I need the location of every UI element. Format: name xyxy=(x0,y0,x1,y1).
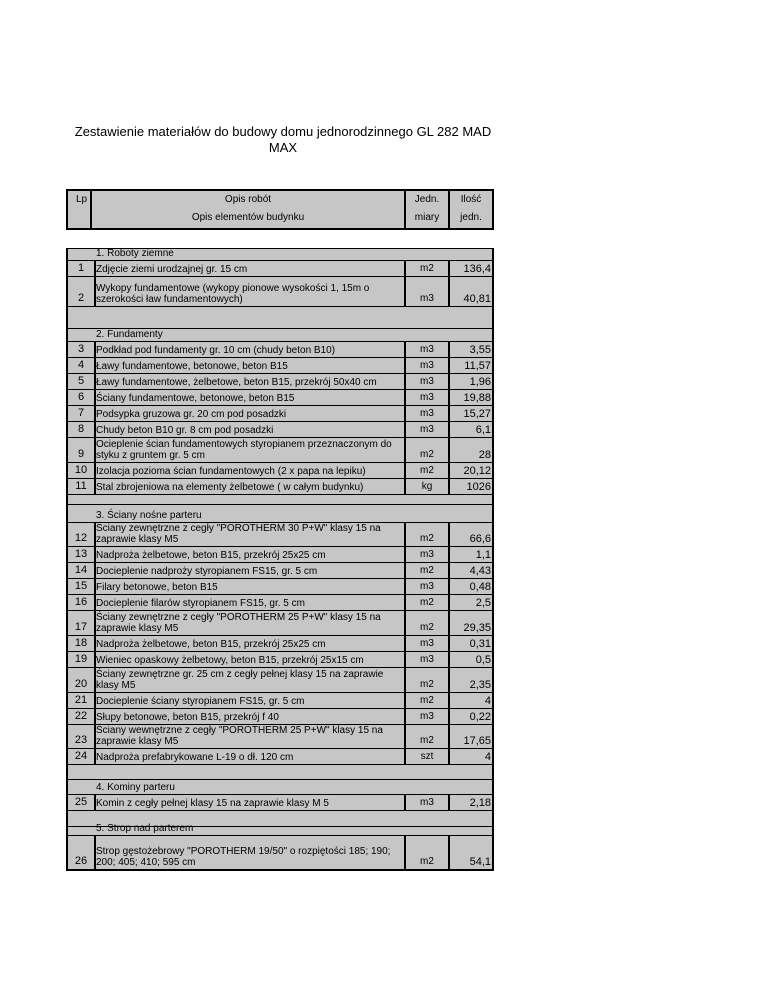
row-quantity-cell xyxy=(450,374,492,389)
row-description-cell xyxy=(96,547,404,562)
row-quantity-cell xyxy=(450,422,492,437)
row-number-cell xyxy=(68,579,94,594)
row-quantity: 54,1 xyxy=(469,856,491,868)
row-unit-cell xyxy=(406,611,448,635)
section-title: 4. Kominy parteru xyxy=(96,782,175,793)
row-description: Ławy fundamentowe, betonowe, beton B15 xyxy=(96,361,288,372)
row-number: 19 xyxy=(74,653,88,665)
row-description-cell xyxy=(96,463,404,478)
row-unit: m3 xyxy=(420,376,434,387)
row-number-cell xyxy=(68,390,94,405)
row-description-cell xyxy=(96,523,404,546)
table-header xyxy=(66,189,494,230)
row-description-cell xyxy=(96,636,404,651)
row-quantity: 4 xyxy=(484,751,491,763)
row-unit: szt xyxy=(420,751,434,762)
row-number: 3 xyxy=(77,343,85,355)
header-quantity: Ilość jedn. xyxy=(450,191,492,228)
row-description-cell xyxy=(96,795,404,810)
section-title: 2. Fundamenty xyxy=(96,329,163,340)
row-quantity-cell xyxy=(450,668,492,692)
row-unit: m2 xyxy=(420,679,434,690)
row-number: 23 xyxy=(74,734,88,746)
row-quantity: 29,35 xyxy=(463,622,491,634)
row-quantity: 136,4 xyxy=(463,263,491,275)
row-description: Ściany wewnętrzne z cegły "POROTHERM 25 P+W" klasy 15 na zaprawie klasy M5 xyxy=(96,725,383,747)
page-title: Zestawienie materiałów do budowy domu jednorodzinnego GL 282 MAD MAX xyxy=(74,124,492,155)
row-number: 10 xyxy=(74,464,88,476)
row-description-cell xyxy=(96,422,404,437)
table-row xyxy=(66,260,494,276)
row-quantity-cell xyxy=(450,261,492,276)
table-row xyxy=(66,373,494,389)
row-unit-cell xyxy=(406,422,448,437)
row-number-cell xyxy=(68,595,94,610)
row-description: Ocieplenie ścian fundamentowych styropianem przeznaczonym do styku z gruntem gr. 5 cm xyxy=(96,439,392,461)
row-number: 18 xyxy=(74,637,88,649)
row-number-cell xyxy=(68,342,94,357)
row-unit: m3 xyxy=(420,344,434,355)
row-number-cell xyxy=(68,463,94,478)
table-row xyxy=(66,610,494,635)
row-number: 15 xyxy=(74,580,88,592)
row-number: 20 xyxy=(74,678,88,690)
row-description-cell xyxy=(96,261,404,276)
row-description: Wieniec opaskowy żelbetowy, beton B15, przekrój 25x15 cm xyxy=(96,655,364,666)
row-quantity-cell xyxy=(450,579,492,594)
header-lp: Lp xyxy=(68,191,90,228)
row-unit-cell xyxy=(406,479,448,494)
row-description: Chudy beton B10 gr. 8 cm pod posadzki xyxy=(96,425,274,436)
row-quantity: 66,6 xyxy=(469,533,491,545)
row-unit: m3 xyxy=(420,711,434,722)
row-quantity-cell xyxy=(450,693,492,708)
table-row xyxy=(66,405,494,421)
row-unit: m2 xyxy=(420,856,434,867)
row-description-cell xyxy=(96,693,404,708)
row-quantity: 15,27 xyxy=(463,408,491,420)
row-quantity: 20,12 xyxy=(463,465,491,477)
row-quantity: 0,31 xyxy=(469,638,491,650)
row-unit-cell xyxy=(406,836,448,869)
row-description-cell xyxy=(96,358,404,373)
row-quantity: 2,18 xyxy=(469,797,491,809)
row-quantity-cell xyxy=(450,795,492,810)
row-quantity-cell xyxy=(450,277,492,306)
section-title: 3. Ściany nośne parteru xyxy=(96,510,202,521)
table-row xyxy=(66,708,494,724)
row-description: Strop gęstożebrowy "POROTHERM 19/50" o rozpiętości 185; 190; 200; 405; 410; 595 cm xyxy=(96,846,391,868)
row-description-cell xyxy=(96,342,404,357)
row-unit-cell xyxy=(406,406,448,421)
row-quantity-cell xyxy=(450,749,492,764)
row-unit-cell xyxy=(406,749,448,764)
table-row xyxy=(66,546,494,562)
row-quantity-cell xyxy=(450,523,492,546)
table-row xyxy=(66,594,494,610)
row-quantity: 0,22 xyxy=(469,711,491,723)
row-unit: kg xyxy=(421,481,433,492)
row-quantity-cell xyxy=(450,725,492,748)
table-row xyxy=(66,421,494,437)
row-unit: m3 xyxy=(420,797,434,808)
row-number-cell xyxy=(68,836,94,869)
row-description-cell xyxy=(96,479,404,494)
row-unit-cell xyxy=(406,342,448,357)
row-number-cell xyxy=(68,406,94,421)
row-unit-cell xyxy=(406,523,448,546)
row-unit-cell xyxy=(406,595,448,610)
row-unit: m2 xyxy=(420,449,434,460)
row-number: 1 xyxy=(77,262,85,274)
row-unit: m2 xyxy=(420,735,434,746)
section-gap xyxy=(66,764,494,779)
row-number: 13 xyxy=(74,548,88,560)
row-description: Ściany zewnętrzne z cegły "POROTHERM 25 P+W" klasy 15 na zaprawie klasy M5 xyxy=(96,612,381,634)
row-quantity: 17,65 xyxy=(463,735,491,747)
row-unit-cell xyxy=(406,668,448,692)
row-quantity-cell xyxy=(450,595,492,610)
section-header xyxy=(66,779,494,794)
row-number-cell xyxy=(68,709,94,724)
row-unit: m3 xyxy=(420,638,434,649)
row-description: Ściany fundamentowe, betonowe, beton B15 xyxy=(96,393,295,404)
row-number: 24 xyxy=(74,750,88,762)
row-number-cell xyxy=(68,523,94,546)
row-description: Stal zbrojeniowa na elementy żelbetowe ( w całym budynku) xyxy=(96,482,364,493)
row-description-cell xyxy=(96,374,404,389)
row-quantity-cell xyxy=(450,479,492,494)
row-description: Podsypka gruzowa gr. 20 cm pod posadzki xyxy=(96,409,287,420)
row-unit-cell xyxy=(406,563,448,578)
row-unit-cell xyxy=(406,277,448,306)
row-unit-cell xyxy=(406,390,448,405)
row-description-cell xyxy=(96,563,404,578)
row-unit-cell xyxy=(406,652,448,667)
row-description: Filary betonowe, beton B15 xyxy=(96,582,218,593)
table-row xyxy=(66,478,494,494)
row-number-cell xyxy=(68,668,94,692)
row-description: Podkład pod fundamenty gr. 10 cm (chudy beton B10) xyxy=(96,345,336,356)
section-gap xyxy=(66,306,494,328)
row-quantity-cell xyxy=(450,563,492,578)
row-unit-cell xyxy=(406,579,448,594)
table-row xyxy=(66,692,494,708)
row-unit: m2 xyxy=(420,565,434,576)
row-number: 2 xyxy=(77,292,85,304)
row-number: 9 xyxy=(77,448,85,460)
section-header xyxy=(66,328,494,341)
row-quantity: 4,43 xyxy=(469,565,491,577)
row-unit-cell xyxy=(406,795,448,810)
row-unit-cell xyxy=(406,636,448,651)
table-row xyxy=(66,276,494,306)
table-row xyxy=(66,357,494,373)
row-unit: m3 xyxy=(420,293,434,304)
row-description: Komin z cegły pełnej klasy 15 na zaprawie klasy M 5 xyxy=(96,798,329,809)
row-unit: m3 xyxy=(420,392,434,403)
row-number-cell xyxy=(68,693,94,708)
row-unit: m2 xyxy=(420,263,434,274)
row-number: 25 xyxy=(74,796,88,808)
row-description-cell xyxy=(96,652,404,667)
row-unit-cell xyxy=(406,261,448,276)
row-number-cell xyxy=(68,277,94,306)
row-quantity-cell xyxy=(450,406,492,421)
row-description: Ławy fundamentowe, żelbetowe, beton B15, przekrój 50x40 cm xyxy=(96,377,377,388)
row-description: Słupy betonowe, beton B15, przekrój f 40 xyxy=(96,712,279,723)
section-title: 5. Strop nad parterem xyxy=(96,823,194,834)
row-unit: m3 xyxy=(420,549,434,560)
row-number: 12 xyxy=(74,532,88,544)
row-quantity: 0,5 xyxy=(475,654,491,666)
row-description-cell xyxy=(96,595,404,610)
row-unit: m2 xyxy=(420,465,434,476)
row-unit-cell xyxy=(406,374,448,389)
row-quantity-cell xyxy=(450,390,492,405)
row-number: 7 xyxy=(77,407,85,419)
row-unit: m3 xyxy=(420,581,434,592)
row-quantity-cell xyxy=(450,358,492,373)
row-description: Nadproża żelbetowe, beton B15, przekrój 25x25 cm xyxy=(96,639,326,650)
row-quantity: 28 xyxy=(478,449,491,461)
row-quantity: 11,57 xyxy=(464,360,491,372)
row-description-cell xyxy=(96,438,404,462)
row-description: Nadproża żelbetowe, beton B15, przekrój 25x25 cm xyxy=(96,550,326,561)
row-number: 17 xyxy=(74,621,88,633)
row-quantity: 0,48 xyxy=(469,581,491,593)
row-quantity: 40,81 xyxy=(463,293,491,305)
row-description: Ściany zewnętrzne z cegły "POROTHERM 30 P+W" klasy 15 na zaprawie klasy M5 xyxy=(96,523,381,545)
row-quantity-cell xyxy=(450,463,492,478)
row-description-cell xyxy=(96,611,404,635)
row-quantity-cell xyxy=(450,636,492,651)
row-quantity-cell xyxy=(450,547,492,562)
row-quantity-cell xyxy=(450,342,492,357)
table-row xyxy=(66,437,494,462)
row-unit: m2 xyxy=(420,622,434,633)
row-description: Izolacja pozioma ścian fundamentowych (2 x papa na lepiku) xyxy=(96,466,366,477)
row-description-cell xyxy=(96,668,404,692)
row-number: 14 xyxy=(74,564,88,576)
row-number-cell xyxy=(68,652,94,667)
row-number: 4 xyxy=(77,359,85,371)
row-number-cell xyxy=(68,358,94,373)
row-number: 21 xyxy=(74,694,88,706)
row-description: Nadproża prefabrykowane L-19 o dł. 120 cm xyxy=(96,752,294,763)
row-quantity-cell xyxy=(450,836,492,869)
row-description: Docieplenie filarów styropianem FS15, gr. 5 cm xyxy=(96,598,305,609)
row-unit: m3 xyxy=(420,408,434,419)
row-number-cell xyxy=(68,563,94,578)
row-number-cell xyxy=(68,795,94,810)
row-number-cell xyxy=(68,374,94,389)
row-number: 6 xyxy=(77,391,85,403)
row-number: 11 xyxy=(75,480,87,492)
row-unit: m3 xyxy=(420,424,434,435)
row-number-cell xyxy=(68,261,94,276)
row-description: Docieplenie ściany styropianem FS15, gr. 5 cm xyxy=(96,696,305,707)
row-quantity: 1026 xyxy=(466,481,491,493)
table-row xyxy=(66,724,494,748)
row-quantity: 1,1 xyxy=(475,549,491,561)
row-quantity-cell xyxy=(450,611,492,635)
row-unit-cell xyxy=(406,725,448,748)
row-number-cell xyxy=(68,422,94,437)
section-header xyxy=(66,823,494,835)
row-number: 8 xyxy=(77,423,85,435)
row-unit-cell xyxy=(406,438,448,462)
row-quantity: 6,1 xyxy=(475,424,491,436)
table-row xyxy=(66,562,494,578)
row-description-cell xyxy=(96,836,404,869)
row-description-cell xyxy=(96,277,404,306)
section-gap xyxy=(66,494,494,504)
row-quantity-cell xyxy=(450,652,492,667)
row-description-cell xyxy=(96,390,404,405)
row-number-cell xyxy=(68,547,94,562)
table-row xyxy=(66,389,494,405)
row-number-cell xyxy=(68,438,94,462)
row-number-cell xyxy=(68,479,94,494)
table-row xyxy=(66,578,494,594)
row-number-cell xyxy=(68,749,94,764)
row-description: Docieplenie nadproży styropianem FS15, gr. 5 cm xyxy=(96,566,318,577)
row-number: 26 xyxy=(74,855,88,867)
table-row xyxy=(66,522,494,546)
section-title: 1. Roboty ziemne xyxy=(96,248,174,259)
table-row xyxy=(66,635,494,651)
row-unit-cell xyxy=(406,463,448,478)
row-quantity: 2,35 xyxy=(469,679,491,691)
row-quantity: 19,88 xyxy=(463,392,491,404)
table-row xyxy=(66,651,494,667)
row-number-cell xyxy=(68,611,94,635)
section-header xyxy=(66,248,494,260)
row-quantity-cell xyxy=(450,438,492,462)
table-row xyxy=(66,341,494,357)
row-number: 16 xyxy=(74,596,88,608)
table-row xyxy=(66,794,494,810)
row-number-cell xyxy=(68,636,94,651)
row-number: 22 xyxy=(74,710,88,722)
row-unit: m2 xyxy=(420,533,434,544)
row-quantity-cell xyxy=(450,709,492,724)
row-unit: m3 xyxy=(420,654,434,665)
row-quantity: 4 xyxy=(484,695,491,707)
header-description: Opis robót Opis elementów budynku xyxy=(92,191,404,228)
row-description: Ściany zewnętrzne gr. 25 cm z cegły pełnej klasy 15 na zaprawie klasy M5 xyxy=(96,669,384,691)
row-description-cell xyxy=(96,406,404,421)
row-unit: m2 xyxy=(420,695,434,706)
table-row xyxy=(66,667,494,692)
row-quantity: 1,96 xyxy=(469,376,491,388)
row-unit-cell xyxy=(406,693,448,708)
row-unit-cell xyxy=(406,358,448,373)
table-row xyxy=(66,835,494,869)
row-description-cell xyxy=(96,709,404,724)
materials-table xyxy=(66,248,494,871)
row-quantity: 2,5 xyxy=(475,597,491,609)
table-row xyxy=(66,748,494,764)
row-unit: m2 xyxy=(420,597,434,608)
row-unit-cell xyxy=(406,709,448,724)
row-description-cell xyxy=(96,725,404,748)
row-description-cell xyxy=(96,579,404,594)
row-unit: m3 xyxy=(420,360,434,371)
section-header xyxy=(66,504,494,522)
row-description: Zdjęcie ziemi urodzajnej gr. 15 cm xyxy=(96,264,248,275)
header-unit: Jedn. miary xyxy=(406,191,448,228)
row-number-cell xyxy=(68,725,94,748)
row-description-cell xyxy=(96,749,404,764)
row-unit-cell xyxy=(406,547,448,562)
row-description: Wykopy fundamentowe (wykopy pionowe wysokości 1, 15m o szerokości ław fundamentowych) xyxy=(96,283,370,305)
row-number: 5 xyxy=(77,375,85,387)
row-quantity: 3,55 xyxy=(469,344,491,356)
table-row xyxy=(66,462,494,478)
